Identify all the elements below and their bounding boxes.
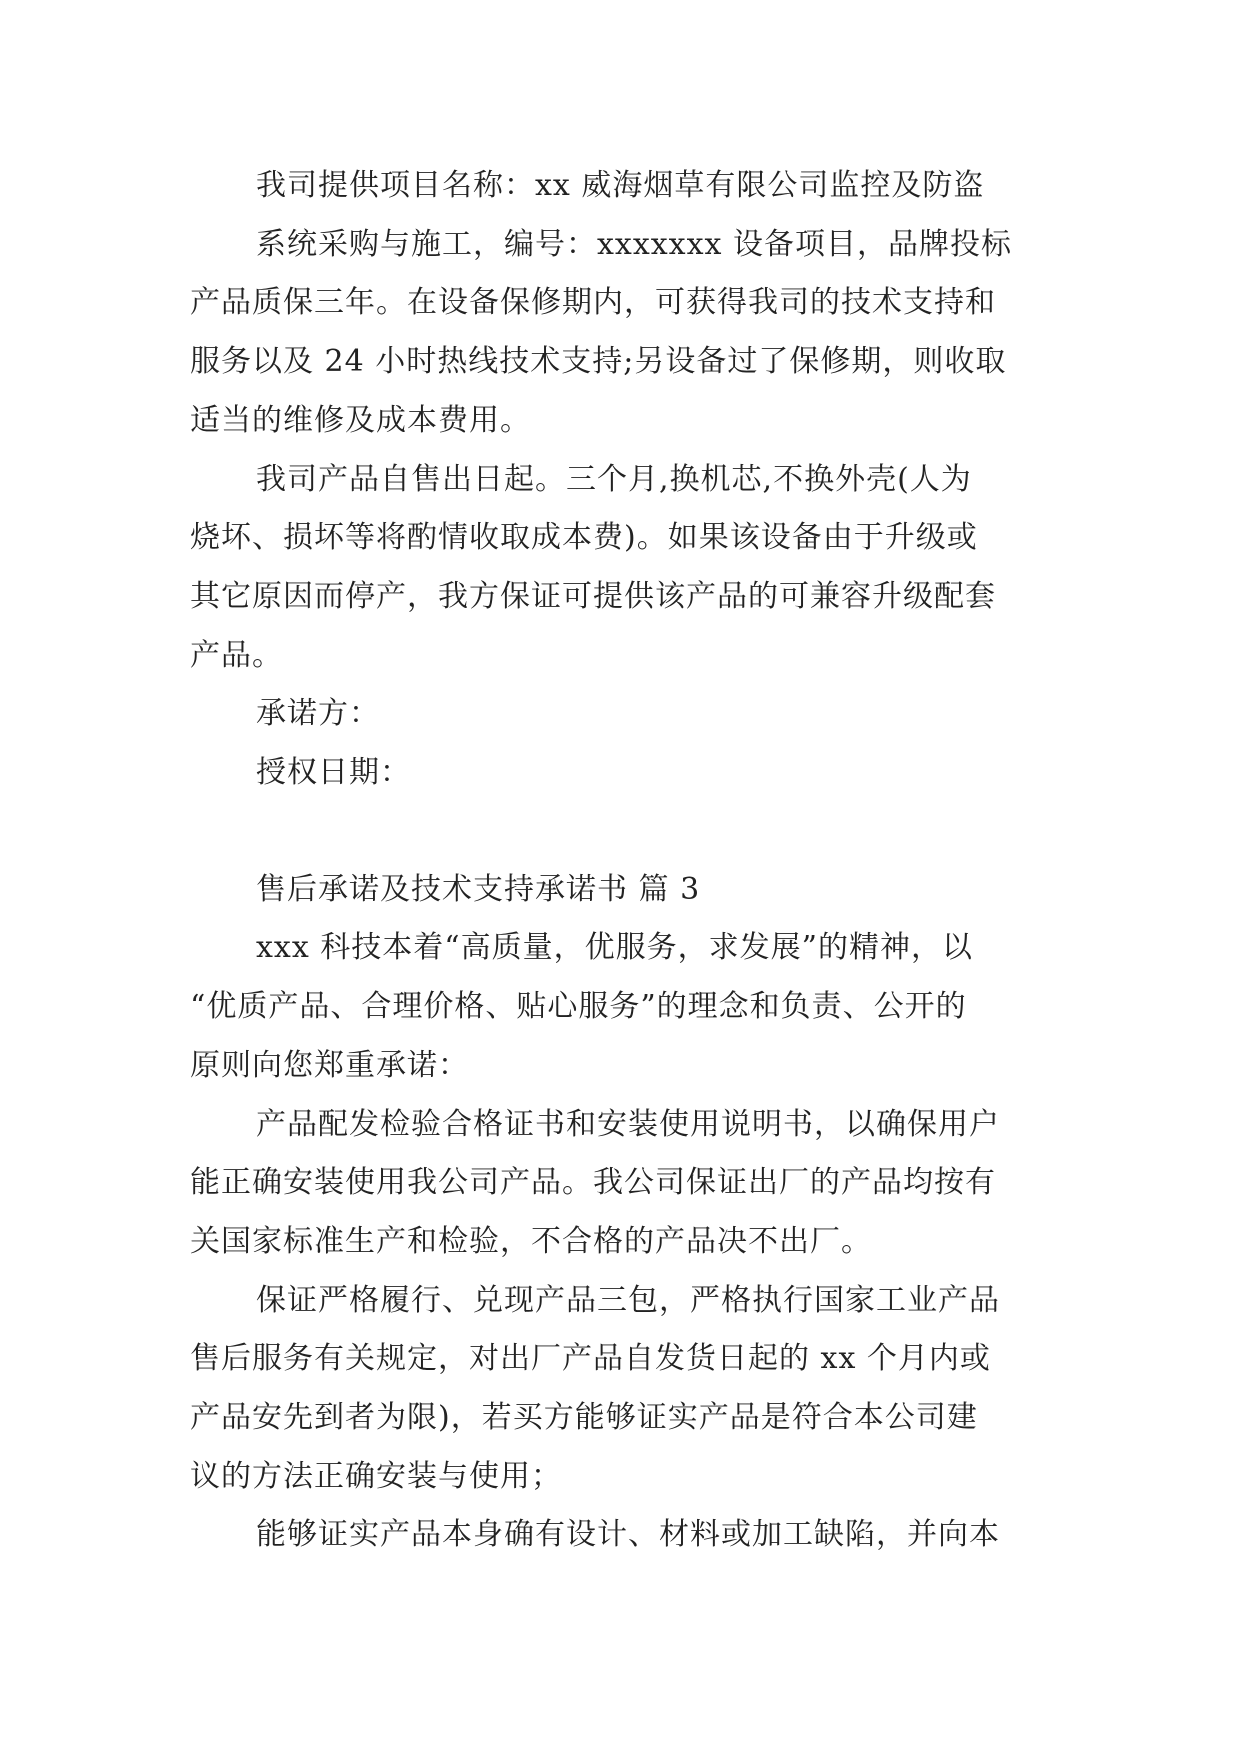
text-line: 我司提供项目名称：xx 威海烟草有限公司监控及防盗 xyxy=(256,168,985,203)
section-heading: 售后承诺及技术支持承诺书 篇 3 xyxy=(256,871,701,907)
text-line: 议的方法正确安装与使用； xyxy=(190,1458,562,1494)
text-line: 能够证实产品本身确有设计、材料或加工缺陷，并向本 xyxy=(256,1517,1000,1553)
text-line: 授权日期： xyxy=(256,755,411,791)
text-line: 适当的维修及成本费用。 xyxy=(190,402,531,438)
text-line: 保证严格履行、兑现产品三包，严格执行国家工业产品 xyxy=(256,1282,1000,1318)
paragraph xyxy=(190,919,1050,1095)
text-line: 产品。 xyxy=(190,637,283,673)
text-line: 产品配发检验合格证书和安装使用说明书，以确保用户 xyxy=(256,1106,1000,1142)
paragraph xyxy=(190,861,1050,920)
text-line: 售后服务有关规定，对出厂产品自发货日起的 xx 个月内或 xyxy=(190,1341,991,1377)
text-line: 我司产品自售出日起。三个月,换机芯,不换外壳(人为 xyxy=(256,461,972,497)
paragraph xyxy=(190,1506,1050,1565)
document-body xyxy=(190,157,1050,1565)
text-line: 关国家标准生产和检验，不合格的产品决不出厂。 xyxy=(190,1223,872,1259)
text-line: xxx 科技本着“高质量，优服务，求发展”的精神，以 xyxy=(256,930,973,966)
text-line: 服务以及 24 小时热线技术支持;另设备过了保修期，则收取 xyxy=(190,344,1007,380)
text-line: 产品质保三年。在设备保修期内，可获得我司的技术支持和 xyxy=(190,285,996,321)
paragraph xyxy=(190,157,1050,451)
text-line: “优质产品、合理价格、贴心服务”的理念和负责、公开的 xyxy=(190,989,967,1025)
text-line: 其它原因而停产，我方保证可提供该产品的可兼容升级配套 xyxy=(190,578,996,614)
text-line: 烧坏、损坏等将酌情收取成本费)。如果该设备由于升级或 xyxy=(190,520,978,556)
paragraph xyxy=(190,1272,1050,1507)
paragraph xyxy=(190,1096,1050,1272)
paragraph xyxy=(190,451,1050,686)
paragraph xyxy=(190,685,1050,802)
paragraph-gap xyxy=(190,803,1050,861)
text-line: 承诺方： xyxy=(256,696,380,732)
text-line: 原则向您郑重承诺： xyxy=(190,1047,469,1083)
text-line: 产品安先到者为限)，若买方能够证实产品是符合本公司建 xyxy=(190,1400,978,1436)
text-line: 能正确安装使用我公司产品。我公司保证出厂的产品均按有 xyxy=(190,1165,996,1201)
text-line: 系统采购与施工，编号：xxxxxxx 设备项目，品牌投标 xyxy=(256,226,1012,262)
